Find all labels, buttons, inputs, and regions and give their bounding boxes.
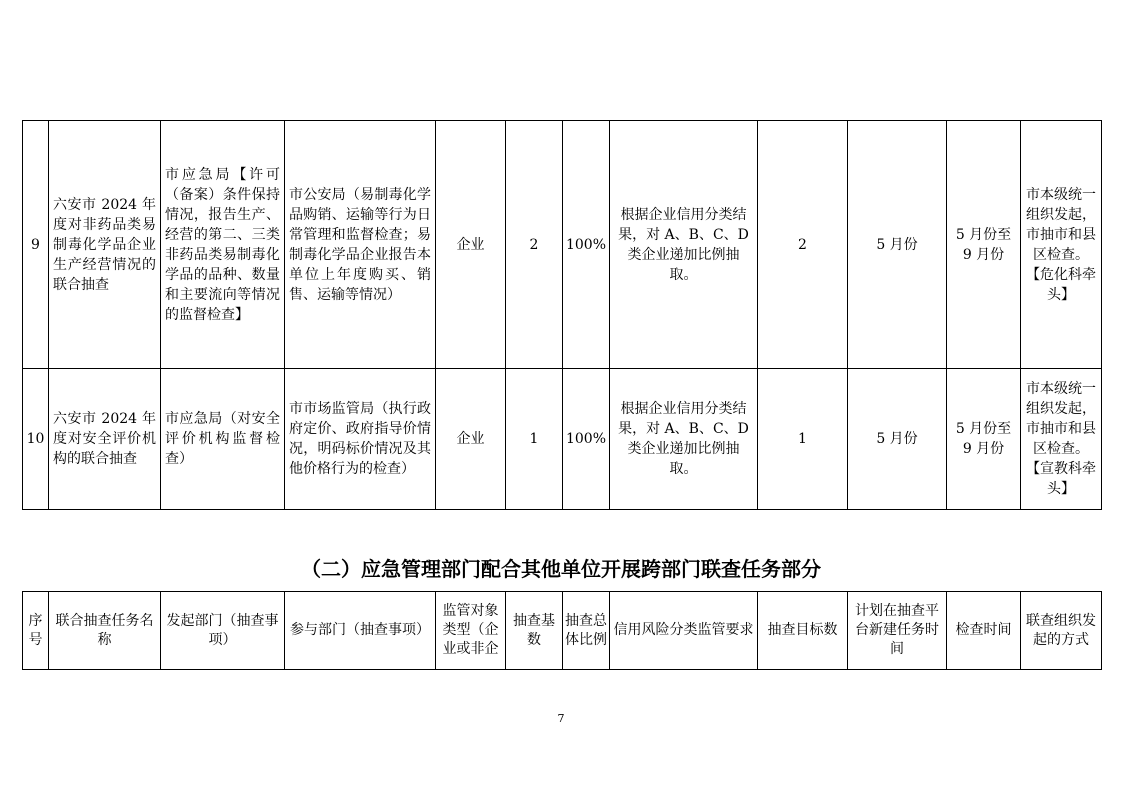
header-plan-time: 计划在抽查平台新建任务时间 — [848, 592, 947, 670]
header-seq: 序号 — [23, 592, 49, 670]
cell-object-type: 企业 — [436, 369, 506, 510]
cell-plan-time: 5 月份 — [848, 369, 947, 510]
table-row-10 — [23, 369, 1102, 510]
cell-task-name: 六安市 2024 年度对安全评价机构的联合抽查 — [49, 369, 161, 510]
cell-target-count: 2 — [758, 121, 848, 369]
cell-initiating-dept: 市应急局（对安全评价机构监督检查） — [161, 369, 285, 510]
section-title: （二）应急管理部门配合其他单位开展跨部门联查任务部分 — [301, 557, 821, 581]
header-check-time: 检查时间 — [947, 592, 1021, 670]
page-number: 7 — [557, 712, 565, 725]
header-base-count: 抽查基数 — [506, 592, 563, 670]
cell-credit-risk-req: 根据企业信用分类结果，对 A、B、C、D 类企业递加比例抽取。 — [610, 369, 758, 510]
cell-object-type: 企业 — [436, 121, 506, 369]
task-table-header — [22, 591, 1102, 670]
header-ratio: 抽查总体比例 — [563, 592, 610, 670]
cell-initiating-dept: 市应急局【许可（备案）条件保持情况，报告生产、经营的第二、三类非药品类易制毒化学品的品种、数量和主要流向等情况的监督检查】 — [161, 121, 285, 369]
header-org-method: 联查组织发起的方式 — [1021, 592, 1102, 670]
cell-participating-dept: 市市场监管局（执行政府定价、政府指导价情况，明码标价情况及其他价格行为的检查） — [285, 369, 436, 510]
cell-org-method: 市本级统一组织发起，市抽市和县区检查。【危化科牵头】 — [1021, 121, 1102, 369]
task-table-upper — [22, 120, 1102, 510]
header-participating-dept: 参与部门（抽查事项） — [285, 592, 436, 670]
cell-seq: 10 — [23, 369, 49, 510]
cell-ratio: 100% — [563, 369, 610, 510]
header-initiating-dept: 发起部门（抽查事项） — [161, 592, 285, 670]
cell-participating-dept: 市公安局（易制毒化学品购销、运输等行为日常管理和监督检查；易制毒化学品企业报告本单位上年度购买、销售、运输等情况） — [285, 121, 436, 369]
table-header-row — [23, 592, 1102, 670]
cell-seq: 9 — [23, 121, 49, 369]
header-object-type: 监管对象类型（企业或非企 — [436, 592, 506, 670]
cell-credit-risk-req: 根据企业信用分类结果，对 A、B、C、D 类企业递加比例抽取。 — [610, 121, 758, 369]
cell-task-name: 六安市 2024 年度对非药品类易制毒化学品企业生产经营情况的联合抽查 — [49, 121, 161, 369]
header-credit-risk-req: 信用风险分类监管要求 — [610, 592, 758, 670]
cell-check-time: 5 月份至 9 月份 — [947, 121, 1021, 369]
cell-base-count: 1 — [506, 369, 563, 510]
cell-target-count: 1 — [758, 369, 848, 510]
cell-org-method: 市本级统一组织发起，市抽市和县区检查。【宣教科牵头】 — [1021, 369, 1102, 510]
cell-plan-time: 5 月份 — [848, 121, 947, 369]
cell-base-count: 2 — [506, 121, 563, 369]
cell-check-time: 5 月份至 9 月份 — [947, 369, 1021, 510]
cell-ratio: 100% — [563, 121, 610, 369]
header-target-count: 抽查目标数 — [758, 592, 848, 670]
header-task-name: 联合抽查任务名称 — [49, 592, 161, 670]
table-row-9 — [23, 121, 1102, 369]
